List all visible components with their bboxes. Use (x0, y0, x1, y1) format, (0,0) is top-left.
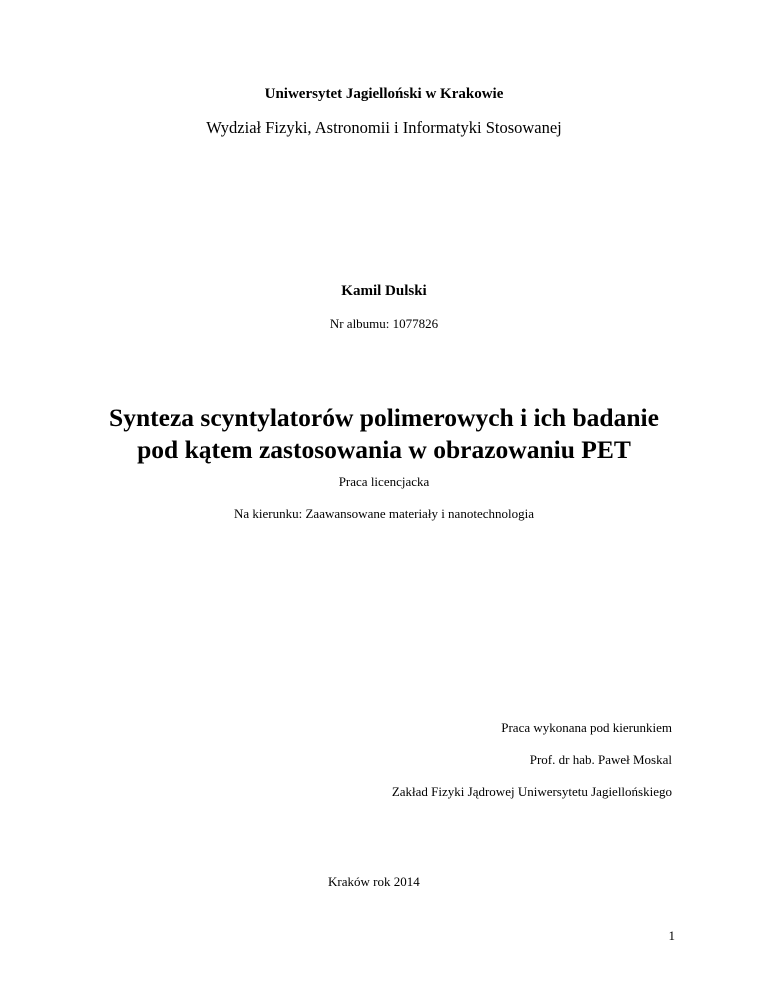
thesis-title-line-2: pod kątem zastosowania w obrazowaniu PET (137, 435, 631, 464)
album-number: Nr albumu: 1077826 (329, 316, 439, 331)
supervisor-name: Prof. dr hab. Paweł Moskal (529, 752, 672, 767)
faculty-name: Wydział Fizyki, Astronomii i Informatyki Stosowanej (206, 118, 562, 137)
author-name: Kamil Dulski (341, 283, 427, 299)
page-number: 1 (668, 928, 675, 943)
department-name: Zakład Fizyki Jądrowej Uniwersytetu Jagiellońskiego (391, 784, 672, 799)
major-field: Na kierunku: Zaawansowane materiały i nanotechnologia (234, 506, 534, 521)
thesis-type: Praca licencjacka (338, 474, 430, 489)
university-name: Uniwersytet Jagielloński w Krakowie (264, 86, 504, 102)
thesis-title (0, 402, 768, 466)
supervision-label: Praca wykonana pod kierunkiem (501, 720, 672, 735)
thesis-title-line-1: Synteza scyntylatorów polimerowych i ich badanie (109, 403, 659, 432)
place-and-year: Kraków rok 2014 (328, 874, 420, 889)
